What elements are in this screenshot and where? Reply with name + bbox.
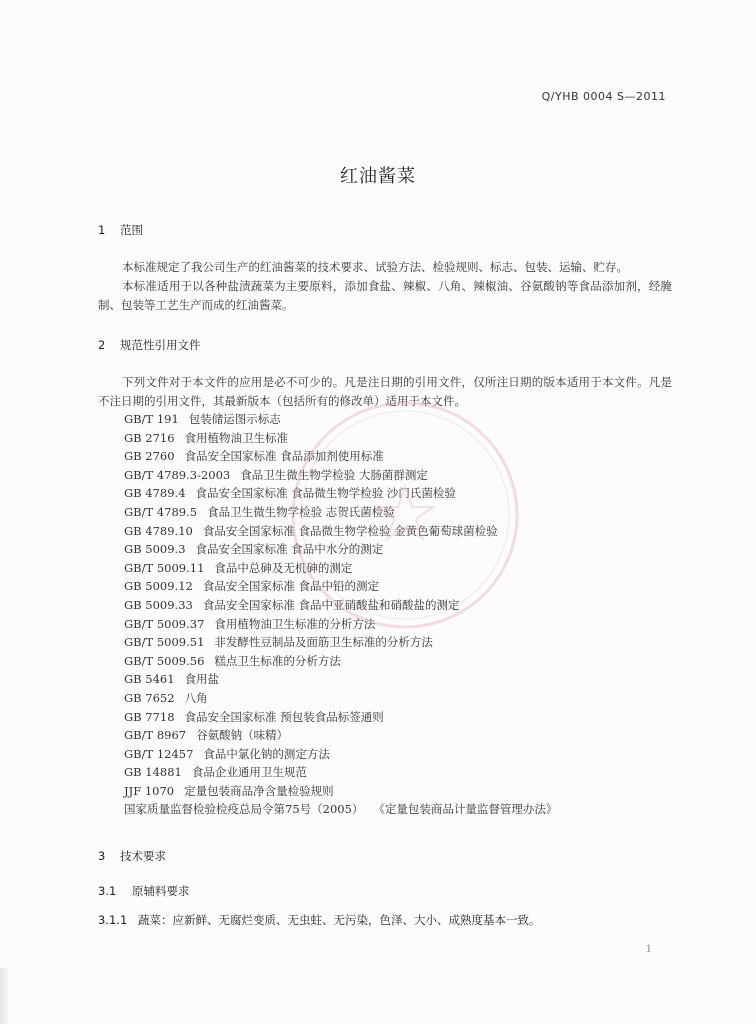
reference-code: GB 7652 xyxy=(124,690,175,705)
reference-code: GB/T 191 xyxy=(124,412,179,426)
reference-title: 食品安全国家标准 食品微生物学检验 金黄色葡萄球菌检验 xyxy=(202,523,498,538)
section-1-paragraph-1: 本标准规定了我公司生产的红油酱菜的技术要求、试验方法、检验规则、标志、包装、运输、贮存。 xyxy=(122,260,628,274)
section-2-number: 2 xyxy=(98,338,106,352)
reference-code: GB/T 12457 xyxy=(124,746,194,761)
subsection-3-1-title: 原辅料要求 xyxy=(132,884,190,898)
reference-code: GB 5009.3 xyxy=(124,542,186,557)
reference-title: 食品安全国家标准 食品添加剂使用标准 xyxy=(184,449,384,464)
reference-title: 食品安全国家标准 预包装食品标签通则 xyxy=(184,709,384,724)
reference-item xyxy=(124,447,557,466)
reference-item xyxy=(124,484,557,503)
reference-item xyxy=(124,410,557,429)
reference-code: GB 5009.12 xyxy=(124,579,193,594)
section-3-number: 3 xyxy=(98,849,106,863)
reference-title: 食用植物油卫生标准 xyxy=(184,430,289,445)
reference-code: GB 5461 xyxy=(124,672,175,687)
reference-title: 食品卫生微生物学检验 志贺氏菌检验 xyxy=(207,504,395,519)
reference-list xyxy=(124,410,557,819)
section-3-heading xyxy=(98,848,166,864)
reference-title: 食品中氯化钠的测定方法 xyxy=(203,746,330,761)
reference-item xyxy=(124,577,557,596)
reference-title: 食品中总砷及无机砷的测定 xyxy=(214,560,353,575)
reference-item xyxy=(124,540,557,559)
reference-code: GB/T 4789.5 xyxy=(124,504,198,519)
reference-item xyxy=(124,596,557,615)
reference-title: 食品安全国家标准 食品微生物学检验 沙门氏菌检验 xyxy=(195,486,456,501)
reference-item xyxy=(124,689,557,708)
reference-item xyxy=(124,670,557,689)
subsection-3-1-heading xyxy=(98,883,190,899)
reference-code: GB/T 8967 xyxy=(124,728,187,743)
section-1-title: 范围 xyxy=(120,223,143,237)
reference-code: GB/T 5009.37 xyxy=(124,616,205,631)
reference-code: GB 14881 xyxy=(124,765,182,780)
clause-3-1-1-text: 蔬菜：应新鲜、无腐烂变质、无虫蛀、无污染，色泽、大小、成熟度基本一致。 xyxy=(138,913,541,927)
document-number: Q/YHB 0004 S—2011 xyxy=(541,90,666,103)
reference-title: 食品企业通用卫生规范 xyxy=(191,765,307,780)
reference-item xyxy=(124,782,557,801)
reference-item xyxy=(124,466,557,485)
reference-title: 食品安全国家标准 食品中水分的测定 xyxy=(195,542,384,557)
section-1-heading xyxy=(98,222,143,238)
reference-code: GB 7718 xyxy=(124,709,175,724)
reference-title: 《定量包装商品计量监督管理办法》 xyxy=(373,802,558,817)
reference-item xyxy=(124,559,557,578)
reference-item xyxy=(124,615,557,634)
section-2-title: 规范性引用文件 xyxy=(120,338,201,352)
reference-item xyxy=(124,633,557,652)
reference-item xyxy=(124,652,557,671)
section-1-paragraph-2: 本标准适用于以各种盐渍蔬菜为主要原料，添加食盐、辣椒、八角、辣椒油、谷氨酸钠等食品添加剂，经腌制、包装等工艺生产而成的红油酱菜。 xyxy=(98,279,672,312)
clause-3-1-1 xyxy=(98,912,541,928)
reference-item xyxy=(124,726,557,745)
reference-title: 非发酵性豆制品及面筋卫生标准的分析方法 xyxy=(214,635,433,650)
reference-item xyxy=(124,708,557,727)
reference-item xyxy=(124,503,557,522)
reference-code: JJF 1070 xyxy=(124,783,175,798)
reference-title: 谷氨酸钠（味精） xyxy=(196,728,289,743)
reference-title: 包装储运图示标志 xyxy=(188,412,281,426)
subsection-3-1-number: 3.1 xyxy=(98,884,117,898)
document-title: 红油酱菜 xyxy=(340,166,416,187)
clause-3-1-1-number: 3.1.1 xyxy=(98,913,128,927)
reference-code: GB 2760 xyxy=(124,449,175,464)
reference-title: 食用盐 xyxy=(184,672,220,687)
reference-item xyxy=(124,763,557,782)
reference-item xyxy=(124,745,557,764)
section-3-title: 技术要求 xyxy=(120,849,166,863)
page-number: 1 xyxy=(645,944,652,955)
reference-item xyxy=(124,800,557,819)
reference-item xyxy=(124,522,557,541)
reference-title: 食用植物油卫生标准的分析方法 xyxy=(214,616,376,631)
reference-title: 食品安全国家标准 食品中亚硝酸盐和硝酸盐的测定 xyxy=(202,597,460,612)
scan-edge-mark xyxy=(0,968,10,1024)
reference-code: GB 4789.4 xyxy=(124,486,186,501)
section-1-number: 1 xyxy=(98,223,106,237)
section-2-intro: 下列文件对于本文件的应用是必不可少的。凡是注日期的引用文件，仅所注日期的版本适用于本文件。凡是不注日期的引用文件，其最新版本（包括所有的修改单）适用于本文件。 xyxy=(98,375,672,408)
reference-code: GB/T 5009.51 xyxy=(124,635,205,650)
reference-code: GB 5009.33 xyxy=(124,597,193,612)
reference-title: 食品卫生微生物学检验 大肠菌群测定 xyxy=(240,467,428,482)
reference-code: GB 4789.10 xyxy=(124,523,193,538)
reference-code: GB 2716 xyxy=(124,430,175,445)
reference-title: 八角 xyxy=(184,690,208,705)
reference-title: 定量包装商品净含量检验规则 xyxy=(184,783,334,798)
section-2-heading xyxy=(98,337,201,353)
reference-code: 国家质量监督检验检疫总局令第75号（2005） xyxy=(124,802,364,817)
reference-code: GB/T 5009.56 xyxy=(124,653,205,668)
reference-code: GB/T 5009.11 xyxy=(124,560,205,575)
reference-title: 食品安全国家标准 食品中铅的测定 xyxy=(202,579,380,594)
reference-item xyxy=(124,429,557,448)
reference-code: GB/T 4789.3-2003 xyxy=(124,467,231,482)
reference-title: 糕点卫生标准的分析方法 xyxy=(214,653,341,668)
